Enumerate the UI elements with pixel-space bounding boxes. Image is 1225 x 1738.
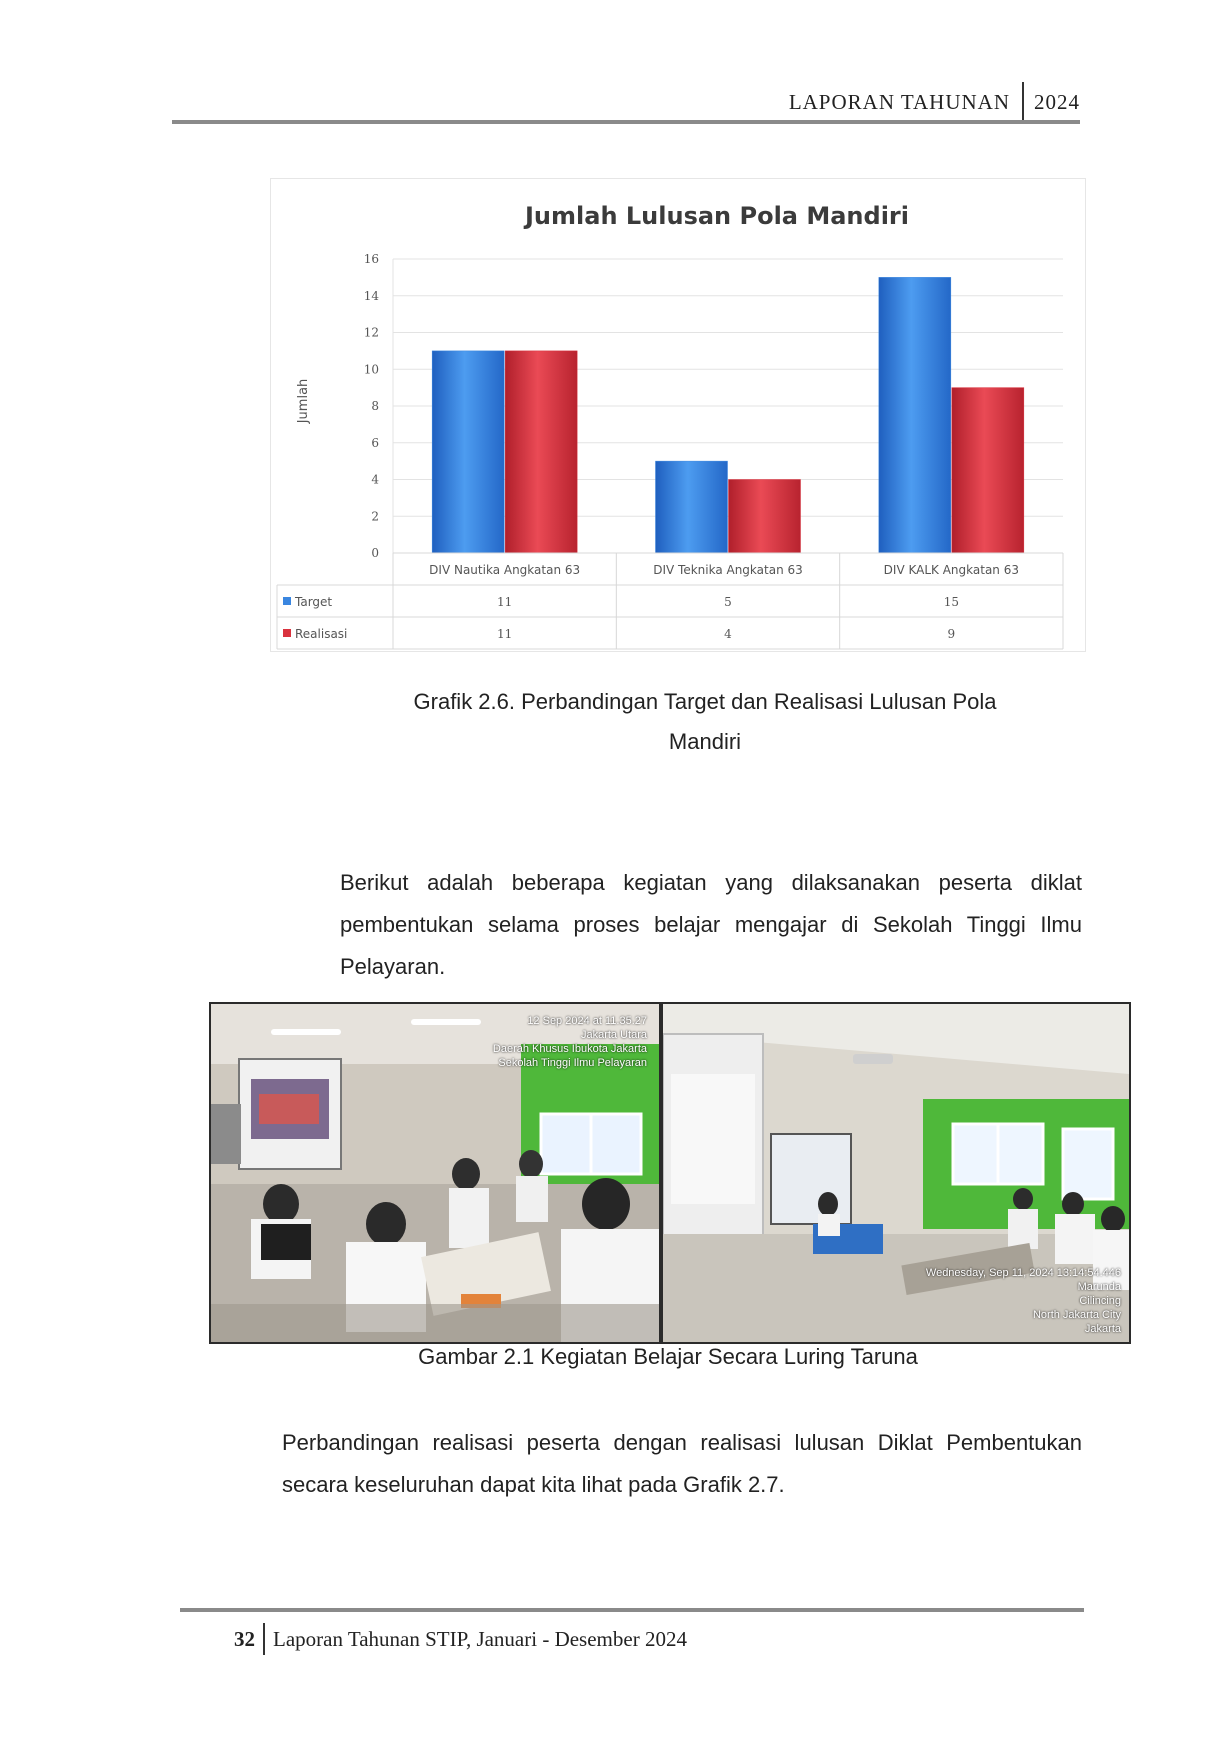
photo-right-stamp-line-2: Marunda (1077, 1281, 1121, 1293)
chart-caption-line-1: Grafik 2.6. Perbandingan Target dan Realisasi Lulusan Pola (413, 689, 997, 714)
y-axis-label: Jumlah (296, 378, 311, 424)
photo-classroom-right (661, 1002, 1131, 1344)
footer-title: Laporan Tahunan STIP, Januari - Desember 2024 (273, 1626, 687, 1651)
bar-target-0 (432, 351, 504, 553)
y-tick-label-8: 8 (371, 399, 379, 413)
data-label-target-1: 5 (724, 595, 732, 609)
data-label-realisasi-0: 11 (497, 627, 513, 641)
y-tick-label-16: 16 (363, 252, 379, 266)
photo-right-stamp-line-1: Wednesday, Sep 11, 2024 13:14:54.446 (925, 1267, 1121, 1279)
page-header (172, 80, 1080, 124)
y-tick-label-0: 0 (371, 546, 379, 560)
legend-label-target: Target (295, 595, 333, 609)
photo-right-stamp (926, 1266, 1121, 1336)
y-tick-label-14: 14 (363, 288, 379, 303)
x-tick-label-2: DIV KALK Angkatan 63 (883, 563, 1019, 577)
closing-paragraph: Perbandingan realisasi peserta dengan realisasi lulusan Diklat Pembentukan secara keseluruhan dapat kita lihat pada Grafik 2.7. (282, 1430, 1082, 1497)
legend-label-realisasi: Realisasi (295, 627, 348, 641)
page-number: 32 (234, 1626, 255, 1651)
photo-right-stamp-line-5: Jakarta (1084, 1323, 1121, 1335)
photo-left-stamp (493, 1014, 647, 1070)
photo-classroom-left (209, 1002, 661, 1344)
data-label-realisasi-1: 4 (724, 627, 732, 641)
y-tick-label-12: 12 (363, 325, 379, 340)
legend-swatch-realisasi (283, 629, 291, 637)
footer-text (234, 1622, 687, 1656)
data-label-target-2: 15 (943, 595, 959, 609)
y-tick-label-2: 2 (371, 509, 379, 524)
footer-rule (180, 1608, 1084, 1612)
photo-left-stamp-line-3: Daerah Khusus Ibukota Jakarta (492, 1043, 647, 1055)
x-tick-label-0: DIV Nautika Angkatan 63 (429, 563, 581, 577)
header-rule (172, 120, 1080, 124)
chart-caption-line-2: Mandiri (668, 729, 742, 754)
photo-left-stamp-line-2: Jakarta Utara (580, 1029, 647, 1041)
bar-realisasi-2 (952, 388, 1024, 553)
photo-right-stamp-line-3: Cilincing (1079, 1295, 1121, 1307)
y-tick-label-10: 10 (363, 362, 379, 377)
data-label-realisasi-2: 9 (947, 627, 956, 641)
y-tick-label-6: 6 (371, 435, 379, 450)
photo-left-stamp-line-4: Sekolah Tinggi Ilmu Pelayaran (498, 1057, 647, 1069)
legend-swatch-target (283, 597, 291, 605)
photo-right-stamp-line-4: North Jakarta City (1032, 1309, 1121, 1321)
header-title: LAPORAN TAHUNAN (788, 89, 1010, 114)
bar-realisasi-0 (505, 351, 577, 553)
footer-divider (263, 1623, 265, 1655)
bar-chart (271, 179, 1085, 651)
bar-realisasi-1 (729, 480, 801, 554)
data-label-target-0: 11 (497, 595, 513, 609)
page-footer (180, 1608, 1084, 1668)
header-divider (1022, 82, 1024, 122)
y-tick-label-4: 4 (371, 472, 379, 487)
bar-target-1 (656, 461, 728, 553)
chart-container (270, 178, 1086, 652)
intro-paragraph: Berikut adalah beberapa kegiatan yang dilaksanakan peserta diklat pembentukan selama proses belajar mengajar di Sekolah Tinggi Ilmu Pelayaran. (340, 870, 1082, 979)
photo-left-stamp-line-1: 12 Sep 2024 at 11.35.27 (527, 1015, 647, 1027)
x-tick-label-1: DIV Teknika Angkatan 63 (653, 563, 803, 577)
header-text (789, 82, 1080, 122)
chart-title: Jumlah Lulusan Pola Mandiri (525, 202, 909, 230)
bar-target-2 (879, 277, 951, 553)
header-year: 2024 (1034, 89, 1080, 114)
photo-caption: Gambar 2.1 Kegiatan Belajar Secara Luring Taruna (418, 1344, 918, 1369)
chart-caption (330, 682, 1080, 762)
